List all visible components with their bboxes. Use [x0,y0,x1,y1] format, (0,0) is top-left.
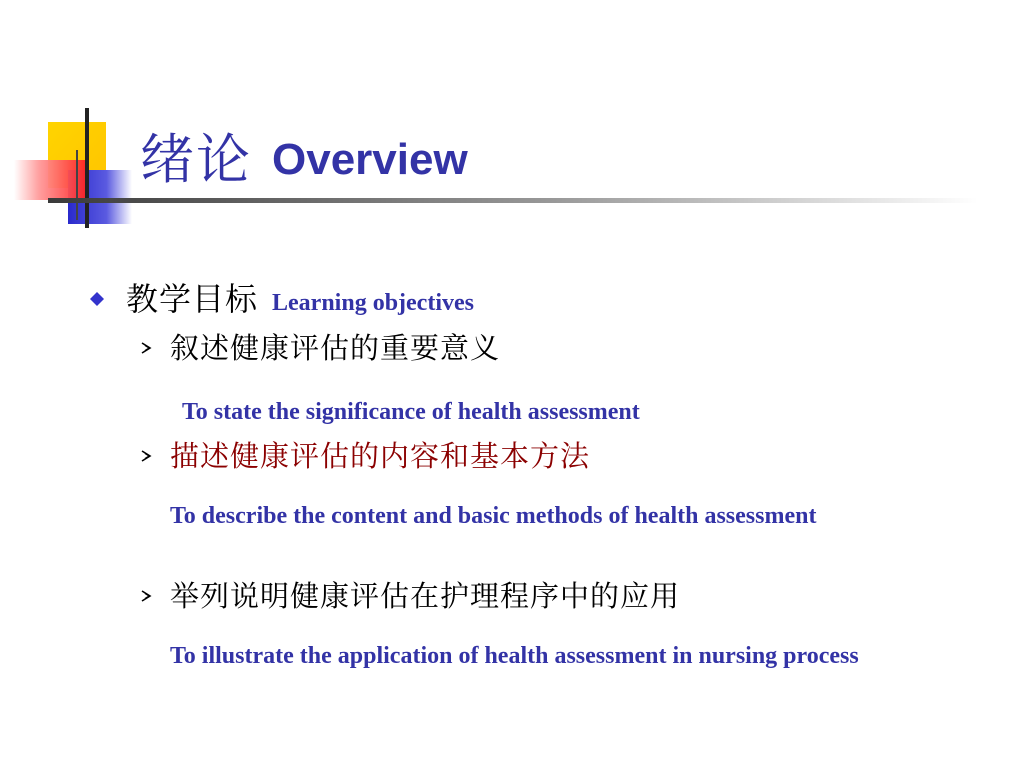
objective-zh: 举列说明健康评估在护理程序中的应用 [170,579,681,613]
objective-en: To state the significance of health assessment [182,399,640,425]
arrow-bullet-icon [140,450,156,462]
objectives-heading [90,274,474,320]
objective-item-3 [140,576,920,674]
objective-en: To illustrate the application of health assessment in nursing process [170,643,859,669]
title-chinese: 绪论 [140,128,252,191]
objective-item-2 [140,436,920,534]
title-english: Overview [272,135,468,184]
objective-item-1 [140,328,920,430]
objectives-heading-zh: 教学目标 [126,280,259,318]
diamond-bullet-icon [90,292,104,306]
arrow-bullet-icon [140,342,156,354]
arrow-bullet-icon [140,590,156,602]
objectives-heading-en: Learning objectives [272,290,474,316]
objective-zh: 描述健康评估的内容和基本方法 [170,439,591,473]
objective-en: To describe the content and basic methods of health assessment [170,503,817,529]
objective-zh: 叙述健康评估的重要意义 [170,331,501,365]
